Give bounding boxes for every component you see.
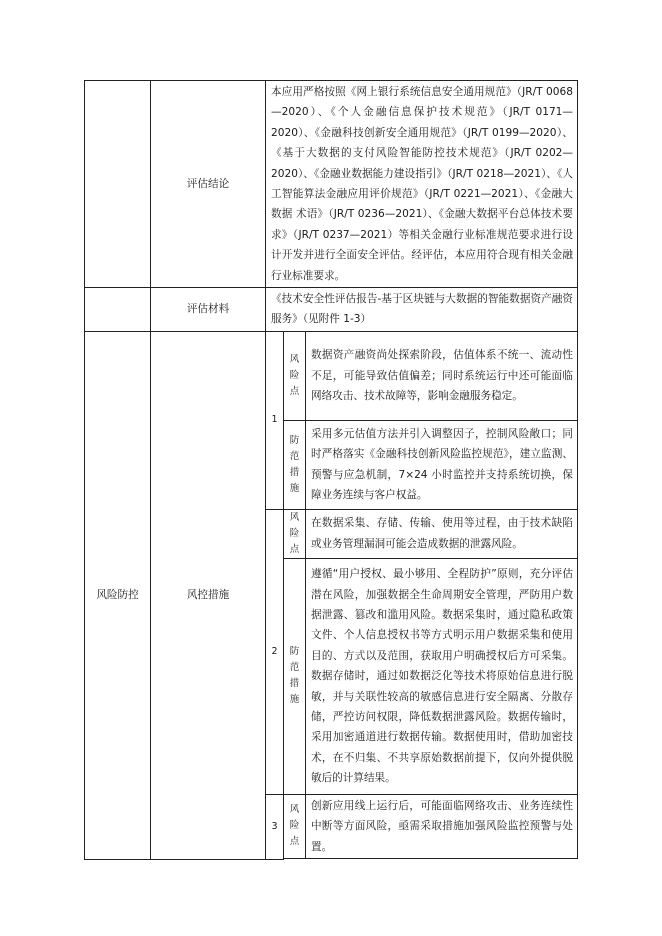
risk-point-text: 在数据采集、存储、传输、使用等过程，由于技术缺陷或业务管理漏洞可能会造成数据的泄露风险。 (306, 509, 578, 558)
risk-point-text: 数据资产融资尚处探索阶段，估值体系不统一、流动性不足，可能导致估值偏差；同时系统运行中还可能面临网络攻击、技术故障等，影响金融服务稳定。 (306, 331, 578, 420)
materials-label: 评估材料 (151, 288, 266, 332)
risk-point-label: 风 险 点 (284, 331, 306, 420)
conclusion-label: 评估结论 (151, 81, 266, 288)
document-table (84, 80, 578, 860)
prevention-text: 采用多元估值方法并引入调整因子，控制风险敞口；同时严格落实《金融科技创新风险监控规范》，建立监测、预警与应急机制，7×24 小时监控并支持系统切换，保障业务连续与客户权益。 (306, 420, 578, 509)
item-number: 3 (266, 794, 284, 859)
risk-point-text: 创新应用线上运行后，可能面临网络攻击、业务连续性中断等方面风险，亟需采取措施加强风险监控预警与处置。 (306, 794, 578, 858)
prevention-label: 防 范 措 施 (284, 420, 306, 509)
empty-cell (85, 288, 151, 332)
risk-point-label: 风 险 点 (284, 509, 306, 558)
conclusion-text: 本应用严格按照《网上银行系统信息安全通用规范》（JR/T 0068—2020）、《个人金融信息保护技术规范》（JR/T 0171—2020）、《金融科技创新安全通用规范》（JR/T 0199—2020）、《基于大数据的支付风险智能防控技术规范》（JR/T 0202—2020）、《金融业数据能力建设指引》（JR/T 0218—2021）、《人工智能算法金融应用评价规范》（JR/T 0221—2021）、《金融大数据 术语》（JR/T 0236—2021）、《金融大数据平台总体技术要求》（JR/T 0237—2021）等相关金融行业标准规范要求进行设计开发并进行全面安全评估。经评估，本应用符合现有相关金融行业标准要求。 (266, 81, 578, 288)
item-number: 2 (266, 509, 284, 794)
risk-point-label: 风 险 点 (284, 794, 306, 858)
prevention-label: 防 范 措 施 (284, 558, 306, 794)
item-number: 1 (266, 331, 284, 509)
prevention-text: 遵循“用户授权、最小够用、全程防护”原则，充分评估潜在风险，加强数据全生命周期安全管理，严防用户数据泄露、篡改和滥用风险。数据采集时，通过隐私政策文件、个人信息授权书等方式明示用户数据采集和使用目的、方式以及范围，获取用户明确授权后方可采集。数据存储时，通过如数据泛化等技术将原始信息进行脱敏，并与关联性较高的敏感信息进行安全隔离、分散存储，严控访问权限，降低数据泄露风险。数据传输时，采用加密通道进行数据传输。数据使用时，借助加密技术，在不归集、不共享原始数据前提下，仅向外提供脱敏后的计算结果。 (306, 558, 578, 794)
risk-section-label: 风险防控 (85, 331, 151, 859)
empty-cell (85, 81, 151, 288)
table-row (85, 288, 578, 332)
table-row (85, 331, 578, 420)
materials-text: 《技术安全性评估报告-基于区块链与大数据的智能数据资产融资服务》（见附件 1-3） (266, 288, 578, 332)
risk-measures-label: 风控措施 (151, 331, 266, 859)
table-row (85, 81, 578, 288)
empty-cell (284, 859, 578, 860)
